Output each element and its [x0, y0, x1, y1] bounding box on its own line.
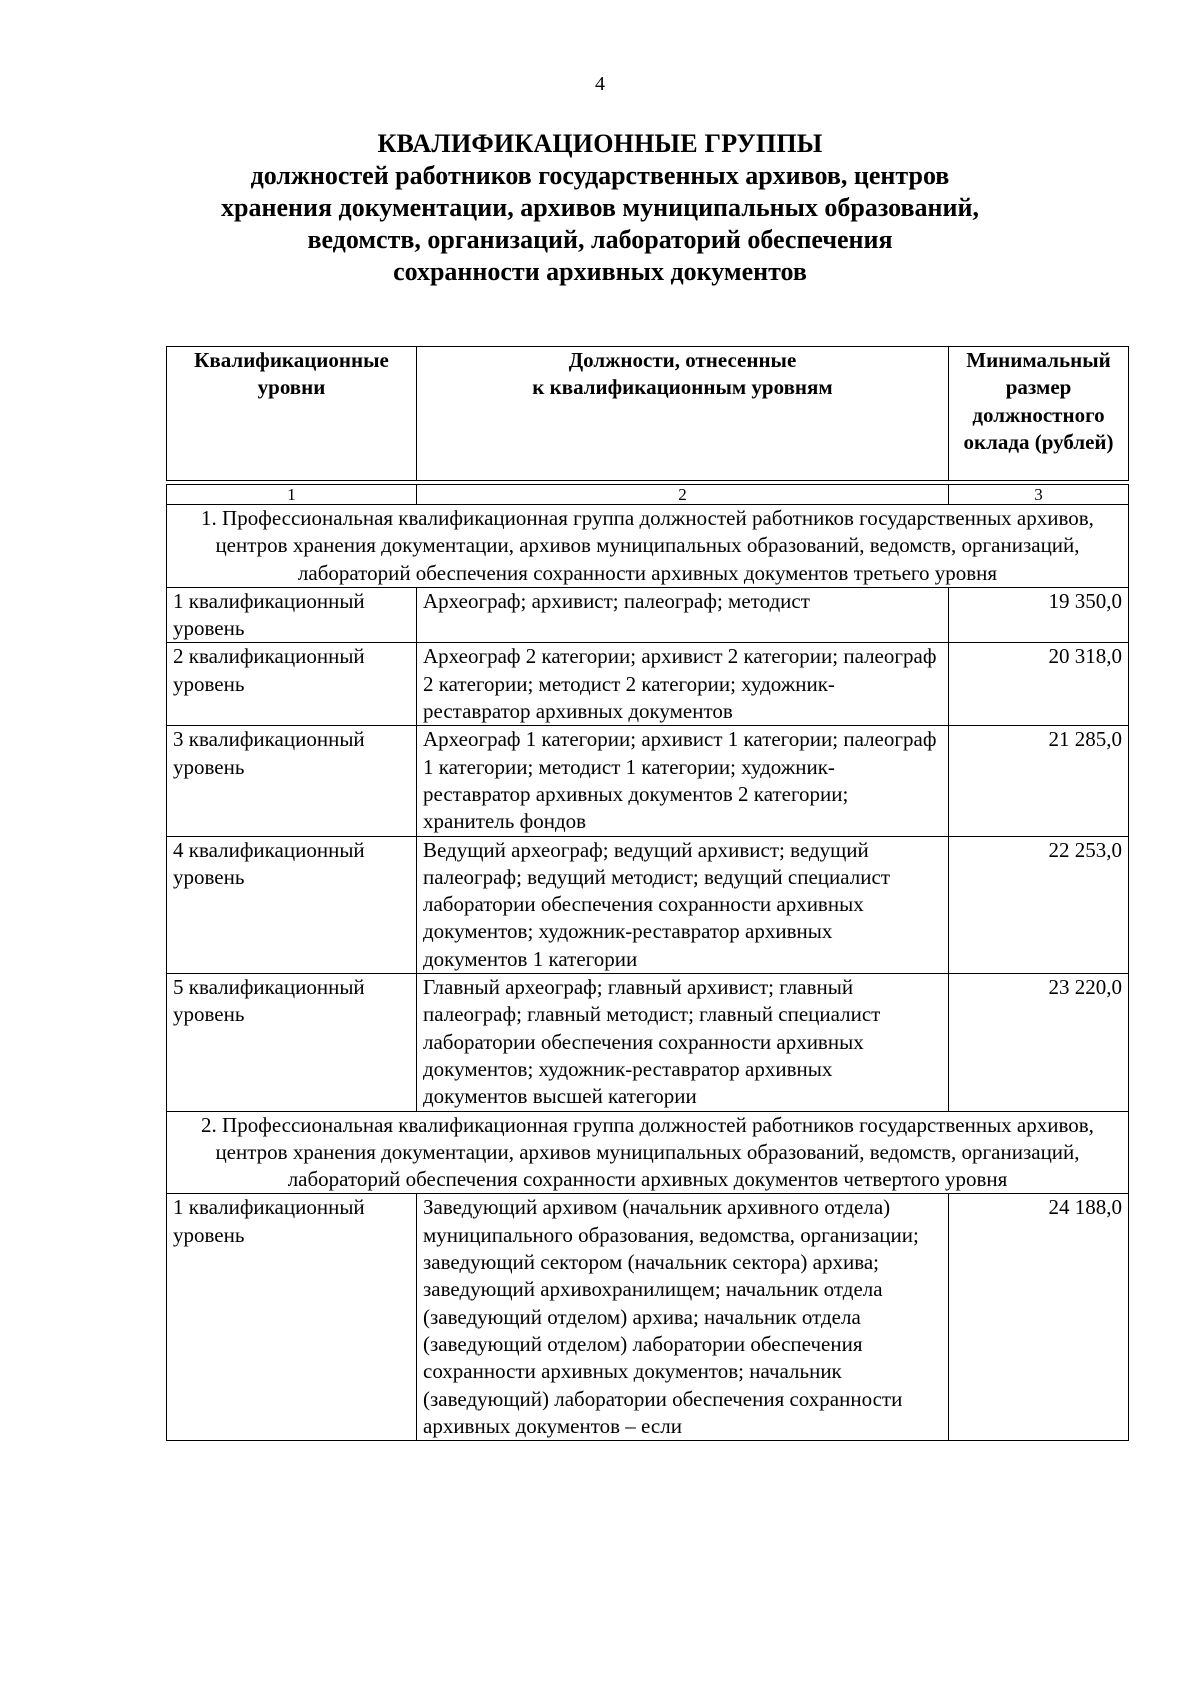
table-row — [167, 587, 1129, 643]
page-number: 4 — [595, 73, 605, 95]
salary-cell: 23 220,0 — [949, 974, 1129, 1111]
level-cell: 3 квалификационный уровень — [167, 726, 417, 836]
table-row — [167, 836, 1129, 973]
positions-cell: Археограф 2 категории; архивист 2 категории; палеограф 2 категории; методист 2 категории; художник-реставратор архивных документов — [417, 643, 949, 726]
header-positions-line-1: Должности, отнесенные — [568, 348, 797, 372]
column-number: 2 — [417, 485, 949, 505]
title-line-4: ведомств, организаций, лабораторий обеспечения — [307, 225, 893, 254]
positions-cell: Ведущий археограф; ведущий архивист; ведущий палеограф; ведущий методист; ведущий специалист лаборатории обеспечения сохранности архивных документов; художник-реставратор архивных документов 1 категории — [417, 836, 949, 973]
level-cell: 4 квалификационный уровень — [167, 836, 417, 973]
table-row — [167, 1194, 1129, 1441]
qualification-table — [166, 346, 1129, 1441]
level-cell: 1 квалификационный уровень — [167, 1194, 417, 1441]
header-positions-line-2: к квалификационным уровням — [532, 375, 833, 400]
positions-cell: Археограф 1 категории; архивист 1 категории; палеограф 1 категории; методист 1 категории; художник-реставратор архивных документов 2 категории; хранитель фондов — [417, 726, 949, 836]
title-line-3: хранения документации, архивов муниципальных образований, — [221, 193, 979, 222]
group-2-title: 2. Профессиональная квалификационная группа должностей работников государственных архивов, центров хранения документации, архивов муниципальных образований, ведомств, организаций, лабораторий обеспечения сохранности архивных документов четвертого уровня — [167, 1111, 1129, 1194]
header-positions — [417, 347, 949, 481]
table-header-row — [167, 347, 1129, 481]
positions-cell: Заведующий архивом (начальник архивного отдела) муниципального образования, ведомства, организации; заведующий сектором (начальник сектора) архива; заведующий архивохранилищем; начальник отдела (заведующий отделом) архива; начальник отдела (заведующий отделом) лаборатории обеспечения сохранности архивных документов; начальник (заведующий) лаборатории обеспечения сохранности архивных документов – если — [417, 1194, 949, 1441]
level-cell: 5 квалификационный уровень — [167, 974, 417, 1111]
level-cell: 2 квалификационный уровень — [167, 643, 417, 726]
salary-cell: 19 350,0 — [949, 587, 1129, 643]
salary-cell: 24 188,0 — [949, 1194, 1129, 1441]
group-header-row — [167, 1111, 1129, 1194]
level-cell: 1 квалификационный уровень — [167, 587, 417, 643]
salary-cell: 20 318,0 — [949, 643, 1129, 726]
title-line-1: КВАЛИФИКАЦИОННЫЕ ГРУППЫ — [377, 129, 823, 158]
table-row — [167, 726, 1129, 836]
table-row — [167, 974, 1129, 1111]
salary-cell: 22 253,0 — [949, 836, 1129, 973]
group-1-title: 1. Профессиональная квалификационная группа должностей работников государственных архивов, центров хранения документации, архивов муниципальных образований, ведомств, организаций, лабораторий обеспечения сохранности архивных документов третьего уровня — [167, 505, 1129, 588]
table-row — [167, 643, 1129, 726]
group-header-row — [167, 505, 1129, 588]
column-numbers-row — [167, 485, 1129, 505]
document-title — [0, 128, 1200, 288]
header-salary: Минимальный размер должностного оклада (рублей) — [949, 347, 1129, 481]
header-levels: Квалификационные уровни — [167, 347, 417, 481]
title-line-5: сохранности архивных документов — [393, 257, 807, 286]
column-number: 1 — [167, 485, 417, 505]
positions-cell: Археограф; архивист; палеограф; методист — [417, 587, 949, 643]
salary-cell: 21 285,0 — [949, 726, 1129, 836]
title-line-2: должностей работников государственных архивов, центров — [250, 161, 950, 190]
column-number: 3 — [949, 485, 1129, 505]
positions-cell: Главный археограф; главный архивист; главный палеограф; главный методист; главный специалист лаборатории обеспечения сохранности архивных документов; художник-реставратор архивных документов высшей категории — [417, 974, 949, 1111]
